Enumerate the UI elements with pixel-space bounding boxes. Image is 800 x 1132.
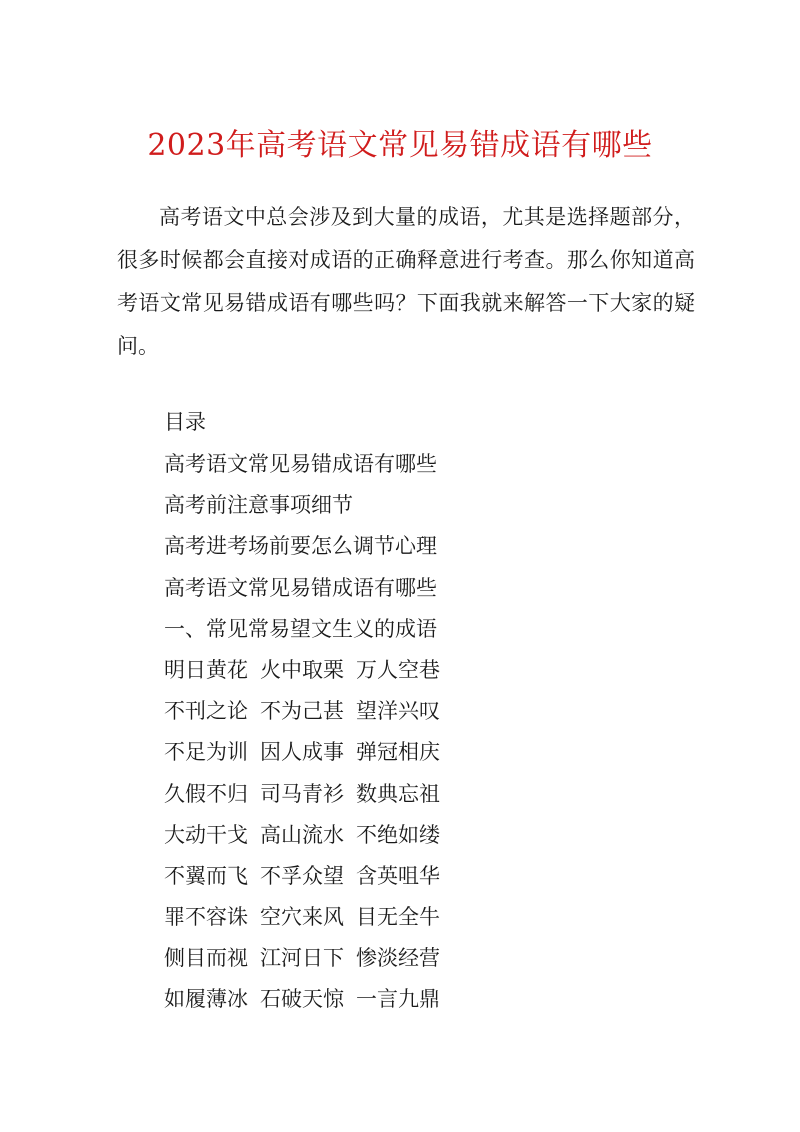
idiom: 数典忘祖 xyxy=(356,781,440,806)
idiom: 不孚众望 xyxy=(260,863,344,888)
idiom-row xyxy=(164,983,440,1024)
idiom: 高山流水 xyxy=(260,822,344,847)
idiom-row xyxy=(164,736,440,777)
idiom-row xyxy=(164,942,440,983)
idiom: 目无全牛 xyxy=(356,905,440,930)
idiom: 不足为训 xyxy=(164,740,248,765)
idiom: 不刊之论 xyxy=(164,699,248,724)
intro-text: 高考语文中总会涉及到大量的成语，尤其是选择题部分，很多时候都会直接对成语的正确释意进行考查。那么你知道高考语文常见易错成语有哪些吗？下面我就来解答一下大家的疑问。 xyxy=(117,205,695,358)
idiom: 含英咀华 xyxy=(356,863,440,888)
idiom: 因人成事 xyxy=(260,740,344,765)
idiom: 司马青衫 xyxy=(260,781,344,806)
idiom: 火中取栗 xyxy=(260,657,344,682)
idiom: 一言九鼎 xyxy=(356,987,440,1012)
idiom: 不翼而飞 xyxy=(164,863,248,888)
idiom-row xyxy=(164,819,440,860)
intro-paragraph xyxy=(117,196,695,368)
toc-item: 高考语文常见易错成语有哪些 xyxy=(164,452,437,476)
idiom-row xyxy=(164,778,440,819)
toc-label: 目录 xyxy=(164,410,206,434)
idiom: 惨淡经营 xyxy=(356,946,440,971)
section-title: 高考语文常见易错成语有哪些 xyxy=(164,575,437,600)
idiom: 弹冠相庆 xyxy=(356,740,440,765)
idiom: 不为己甚 xyxy=(260,699,344,724)
idiom: 如履薄冰 xyxy=(164,987,248,1012)
toc-item: 高考进考场前要怎么调节心理 xyxy=(164,534,437,559)
document-title: 2023年高考语文常见易错成语有哪些 xyxy=(147,128,653,163)
idiom: 大动干戈 xyxy=(164,822,248,847)
content-list xyxy=(164,448,440,1025)
idiom: 空穴来风 xyxy=(260,905,344,930)
idiom: 万人空巷 xyxy=(356,657,440,682)
idiom-row xyxy=(164,654,440,695)
subsection-title: 一、常见常易望文生义的成语 xyxy=(164,616,437,641)
idiom: 久假不归 xyxy=(164,781,248,806)
idiom-row xyxy=(164,695,440,736)
idiom: 不绝如缕 xyxy=(356,822,440,847)
idiom-row xyxy=(164,860,440,901)
idiom: 明日黄花 xyxy=(164,657,248,682)
idiom: 侧目而视 xyxy=(164,946,248,971)
idiom: 望洋兴叹 xyxy=(356,699,440,724)
idiom: 石破天惊 xyxy=(260,987,344,1012)
idiom-row xyxy=(164,901,440,942)
idiom: 江河日下 xyxy=(260,946,344,971)
toc-item: 高考前注意事项细节 xyxy=(164,493,353,518)
idiom: 罪不容诛 xyxy=(164,905,248,930)
